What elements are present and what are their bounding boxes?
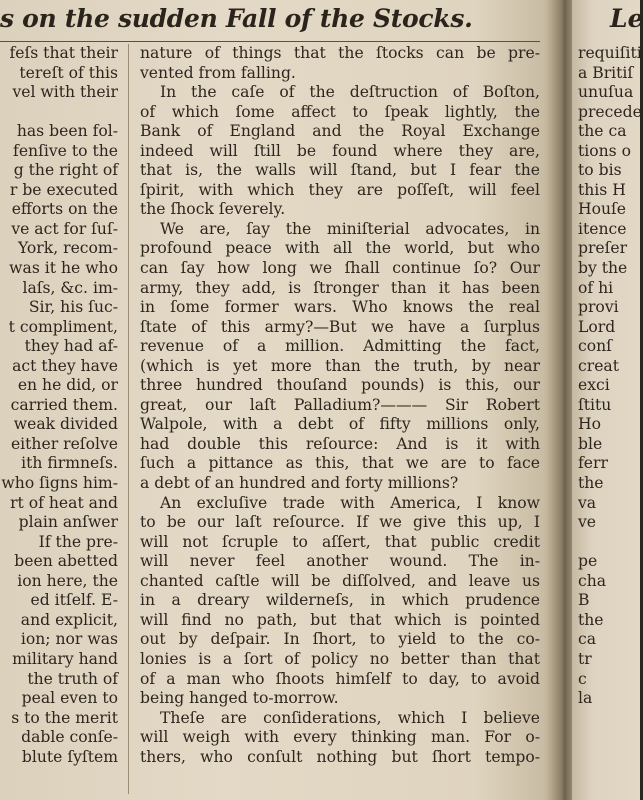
text-line: and explicit, bbox=[20, 610, 118, 629]
text-line: revenue of a million. Admitting the fact, bbox=[140, 337, 540, 356]
text-line: can ſay how long we ſhall continue ſo? Our bbox=[140, 259, 540, 278]
text-line: the ſhock ſeverely. bbox=[140, 200, 286, 219]
text-line: cha bbox=[578, 571, 607, 590]
text-line: the bbox=[578, 474, 604, 493]
text-line: conſ bbox=[578, 337, 612, 356]
text-line: to bis bbox=[578, 161, 622, 180]
text-line: fenſive to the bbox=[13, 141, 118, 160]
text-line: If the pre- bbox=[38, 532, 118, 551]
text-line: of which ſome affect to ſpeak lightly, the bbox=[140, 102, 540, 121]
text-line: by the bbox=[578, 259, 628, 278]
text-line: ion here, the bbox=[17, 571, 118, 590]
text-line: will weigh with every thinking man. For o- bbox=[140, 728, 540, 747]
text-line: profound peace with all the world, but who bbox=[140, 239, 540, 258]
text-line: Ho bbox=[578, 415, 601, 434]
text-line: Lord bbox=[578, 317, 616, 336]
text-line: great, our laſt Palladium?——— Sir Robert bbox=[140, 395, 540, 414]
text-line: preſer bbox=[578, 239, 628, 258]
text-line: laſs, &c. im- bbox=[22, 278, 118, 297]
text-line: had double this reſource: And is it with bbox=[140, 434, 540, 453]
text-line: unuſua bbox=[578, 83, 634, 102]
page-header: s on the sudden Fall of the Stocks. bbox=[0, 4, 473, 33]
text-line: will find no path, but that which is pointed bbox=[140, 610, 540, 629]
text-line: requiſiti bbox=[578, 44, 642, 62]
text-line: ble bbox=[578, 434, 603, 453]
text-line: this H bbox=[578, 180, 626, 199]
text-line: ſtitu bbox=[578, 395, 612, 414]
text-line: B bbox=[578, 591, 590, 610]
text-line: Houſe bbox=[578, 200, 627, 219]
text-line bbox=[578, 728, 640, 748]
text-line: blute ſyſtem bbox=[21, 747, 118, 766]
text-line: either reſolve bbox=[10, 434, 118, 453]
text-line: that is, the walls will ſtand, but I fear the bbox=[140, 161, 540, 180]
text-line: out by deſpair. In ſhort, to yield to the co- bbox=[140, 630, 540, 649]
text-line: has been fol- bbox=[16, 122, 118, 141]
text-line: exci bbox=[578, 376, 610, 395]
text-line: vented from falling. bbox=[140, 63, 296, 82]
text-line: in ſome former wars. Who knows the real bbox=[140, 298, 540, 317]
text-line: chanted caſtle will be diſſolved, and leave us bbox=[140, 571, 540, 590]
text-line: the truth of bbox=[27, 669, 118, 688]
text-line: of hi bbox=[578, 278, 614, 297]
text-line: precede bbox=[578, 102, 642, 121]
text-line: nature of things that the ſtocks can be pre- bbox=[140, 44, 540, 62]
text-line: thers, who conſult nothing but ſhort tempo- bbox=[140, 747, 540, 766]
text-line: tereſt of this bbox=[19, 63, 118, 82]
text-line: being hanged to-morrow. bbox=[140, 689, 339, 708]
text-line: they had af- bbox=[24, 337, 118, 356]
text-line: pe bbox=[578, 552, 598, 571]
text-line: military hand bbox=[12, 649, 118, 668]
column-divider bbox=[128, 44, 129, 794]
text-line: weak divided bbox=[13, 415, 118, 434]
header-rule bbox=[0, 41, 540, 42]
text-line: act they have bbox=[12, 356, 118, 375]
text-line: indeed will ſtill be found where they are, bbox=[140, 141, 540, 160]
text-line: in a dreary wilderneſs, in which prudence bbox=[140, 591, 540, 610]
right-page-header: Le bbox=[610, 4, 643, 33]
text-line: ca bbox=[578, 630, 597, 649]
text-line: of a man who ſhoots himſelf to day, to avoid bbox=[140, 669, 540, 688]
text-line: ith firmneſs. bbox=[21, 454, 118, 473]
text-line: will not ſcruple to aſſert, that public credit bbox=[140, 532, 540, 551]
text-line: the ca bbox=[578, 122, 627, 141]
text-line: ion; nor was bbox=[20, 630, 118, 649]
text-line: feſs that their bbox=[9, 44, 118, 62]
text-line: Sir, his ſuc- bbox=[28, 298, 118, 317]
text-line: to be our laſt reſource. If we give this up, I bbox=[140, 513, 540, 532]
text-line: ed itſelf. E- bbox=[30, 591, 118, 610]
text-line: creat bbox=[578, 356, 619, 375]
text-line bbox=[578, 533, 640, 553]
text-line: r be executed bbox=[9, 180, 118, 199]
text-line: (which is yet more than the truth, by near bbox=[140, 356, 540, 375]
text-line: ferr bbox=[578, 454, 608, 473]
text-line: a Britiſ bbox=[578, 63, 634, 82]
main-column bbox=[140, 44, 540, 787]
text-line: was it he who bbox=[9, 259, 118, 278]
text-line: Walpole, with a debt of fifty millions only, bbox=[140, 415, 540, 434]
text-line: a debt of an hundred and forty millions? bbox=[140, 474, 459, 493]
text-line: ſuch a pittance as this, that we are to face bbox=[140, 454, 540, 473]
text-line: plain anſwer bbox=[18, 513, 118, 532]
text-line: Bank of England and the Royal Exchange bbox=[140, 122, 540, 141]
text-line: s to the merit bbox=[11, 708, 118, 727]
text-line: vel with their bbox=[12, 83, 118, 102]
text-line: tions o bbox=[578, 141, 632, 160]
text-line: provi bbox=[578, 298, 619, 317]
right-column bbox=[578, 44, 640, 787]
text-line: efforts on the bbox=[11, 200, 118, 219]
text-line: dable conſe- bbox=[21, 728, 118, 747]
text-line: will never feel another wound. The in- bbox=[140, 552, 540, 571]
text-line: carried them. bbox=[10, 395, 118, 414]
text-line: itence bbox=[578, 219, 627, 238]
text-line bbox=[0, 767, 118, 787]
text-line bbox=[140, 767, 540, 787]
right-page bbox=[572, 0, 643, 800]
text-line: In the caſe of the deſtruction of Boſton, bbox=[160, 83, 540, 102]
text-line: ſpirit, with which they are poſſeſt, will feel bbox=[140, 180, 540, 199]
text-line: Theſe are conſiderations, which I believe bbox=[160, 708, 540, 727]
text-line: va bbox=[578, 493, 597, 512]
text-line: peal even to bbox=[21, 689, 118, 708]
text-line bbox=[578, 709, 640, 729]
text-line: ve bbox=[578, 513, 597, 532]
text-line: who ſigns him- bbox=[1, 474, 118, 493]
text-line: rt of heat and bbox=[10, 493, 118, 512]
text-line: the bbox=[578, 610, 604, 629]
text-line: ſtate of this army?—But we have a ſurplus bbox=[140, 317, 540, 336]
text-line: lonies is a ſort of policy no better than that bbox=[140, 649, 540, 668]
text-line: tr bbox=[578, 649, 592, 668]
text-line: been abetted bbox=[14, 552, 118, 571]
text-line: three hundred thouſand pounds) is this, our bbox=[140, 376, 540, 395]
text-line: army, they add, is ſtronger than it has been bbox=[140, 278, 540, 297]
text-line: An excluſive trade with America, I know bbox=[160, 493, 540, 512]
text-line bbox=[578, 748, 640, 768]
text-line: York, recom- bbox=[17, 239, 118, 258]
text-line: c bbox=[578, 669, 587, 688]
text-line bbox=[0, 103, 118, 123]
text-line bbox=[578, 767, 640, 787]
text-line: t compliment, bbox=[8, 317, 118, 336]
left-column bbox=[0, 44, 118, 787]
text-line: We are, ſay the miniſterial advocates, in bbox=[160, 219, 540, 238]
text-line: ve act for ſuſ- bbox=[11, 219, 118, 238]
text-line: g the right of bbox=[13, 161, 118, 180]
text-line: la bbox=[578, 689, 593, 708]
text-line: en he did, or bbox=[17, 376, 118, 395]
